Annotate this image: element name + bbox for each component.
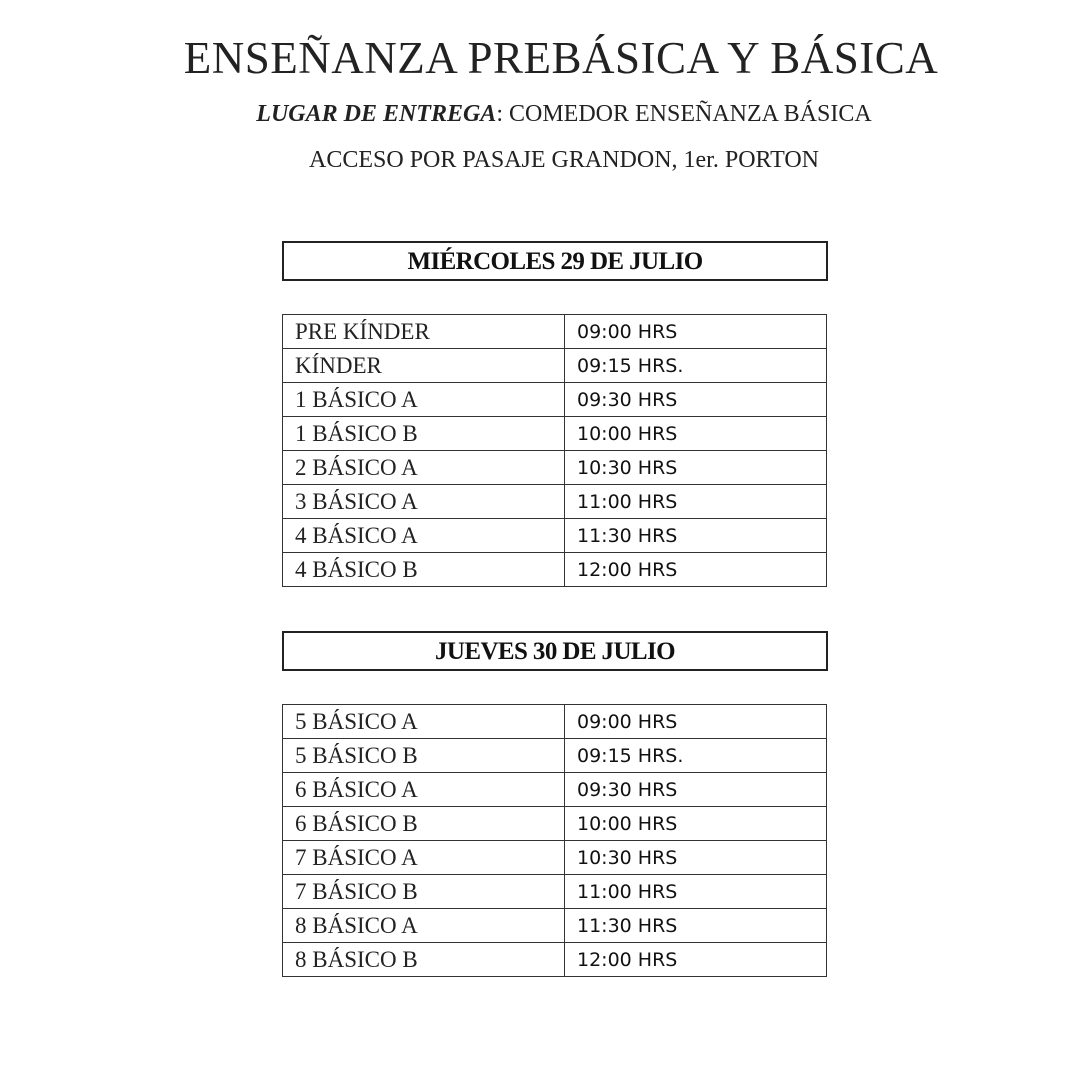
time-cell: 10:30 HRS xyxy=(565,451,827,485)
course-cell: 4 BÁSICO B xyxy=(283,553,565,587)
day-heading-wednesday: MIÉRCOLES 29 DE JULIO xyxy=(282,241,828,281)
time-cell: 10:00 HRS xyxy=(565,807,827,841)
time-cell: 10:30 HRS xyxy=(565,841,827,875)
course-cell: PRE KÍNDER xyxy=(283,315,565,349)
table-row xyxy=(283,417,827,451)
course-cell: 1 BÁSICO B xyxy=(283,417,565,451)
delivery-location xyxy=(0,101,1080,128)
table-row xyxy=(283,739,827,773)
day-heading-thursday: JUEVES 30 DE JULIO xyxy=(282,631,828,671)
time-cell: 11:30 HRS xyxy=(565,519,827,553)
time-cell: 09:30 HRS xyxy=(565,773,827,807)
table-row xyxy=(283,383,827,417)
time-cell: 09:00 HRS xyxy=(565,315,827,349)
course-cell: 1 BÁSICO A xyxy=(283,383,565,417)
table-row xyxy=(283,875,827,909)
time-cell: 09:00 HRS xyxy=(565,705,827,739)
table-row xyxy=(283,841,827,875)
page-title: ENSEÑANZA PREBÁSICA Y BÁSICA xyxy=(183,33,939,83)
course-cell: 8 BÁSICO B xyxy=(283,943,565,977)
delivery-location-value: : COMEDOR ENSEÑANZA BÁSICA xyxy=(496,101,872,127)
table-row xyxy=(283,315,827,349)
course-cell: 8 BÁSICO A xyxy=(283,909,565,943)
time-cell: 09:15 HRS. xyxy=(565,739,827,773)
table-row xyxy=(283,553,827,587)
table-row xyxy=(283,773,827,807)
time-cell: 12:00 HRS xyxy=(565,553,827,587)
schedule-table-thursday xyxy=(282,704,827,977)
table-row xyxy=(283,807,827,841)
course-cell: 4 BÁSICO A xyxy=(283,519,565,553)
course-cell: 5 BÁSICO A xyxy=(283,705,565,739)
table-row xyxy=(283,451,827,485)
course-cell: 3 BÁSICO A xyxy=(283,485,565,519)
time-cell: 09:15 HRS. xyxy=(565,349,827,383)
table-row xyxy=(283,909,827,943)
access-note: ACCESO POR PASAJE GRANDON, 1er. PORTON xyxy=(309,147,819,173)
course-cell: KÍNDER xyxy=(283,349,565,383)
course-cell: 7 BÁSICO B xyxy=(283,875,565,909)
course-cell: 6 BÁSICO A xyxy=(283,773,565,807)
time-cell: 12:00 HRS xyxy=(565,943,827,977)
course-cell: 5 BÁSICO B xyxy=(283,739,565,773)
table-row xyxy=(283,485,827,519)
course-cell: 7 BÁSICO A xyxy=(283,841,565,875)
table-row xyxy=(283,705,827,739)
table-row xyxy=(283,349,827,383)
time-cell: 10:00 HRS xyxy=(565,417,827,451)
time-cell: 11:30 HRS xyxy=(565,909,827,943)
table-row xyxy=(283,943,827,977)
course-cell: 2 BÁSICO A xyxy=(283,451,565,485)
delivery-location-label: LUGAR DE ENTREGA xyxy=(256,101,497,127)
time-cell: 11:00 HRS xyxy=(565,485,827,519)
time-cell: 09:30 HRS xyxy=(565,383,827,417)
schedule-table-wednesday xyxy=(282,314,827,587)
table-row xyxy=(283,519,827,553)
time-cell: 11:00 HRS xyxy=(565,875,827,909)
course-cell: 6 BÁSICO B xyxy=(283,807,565,841)
